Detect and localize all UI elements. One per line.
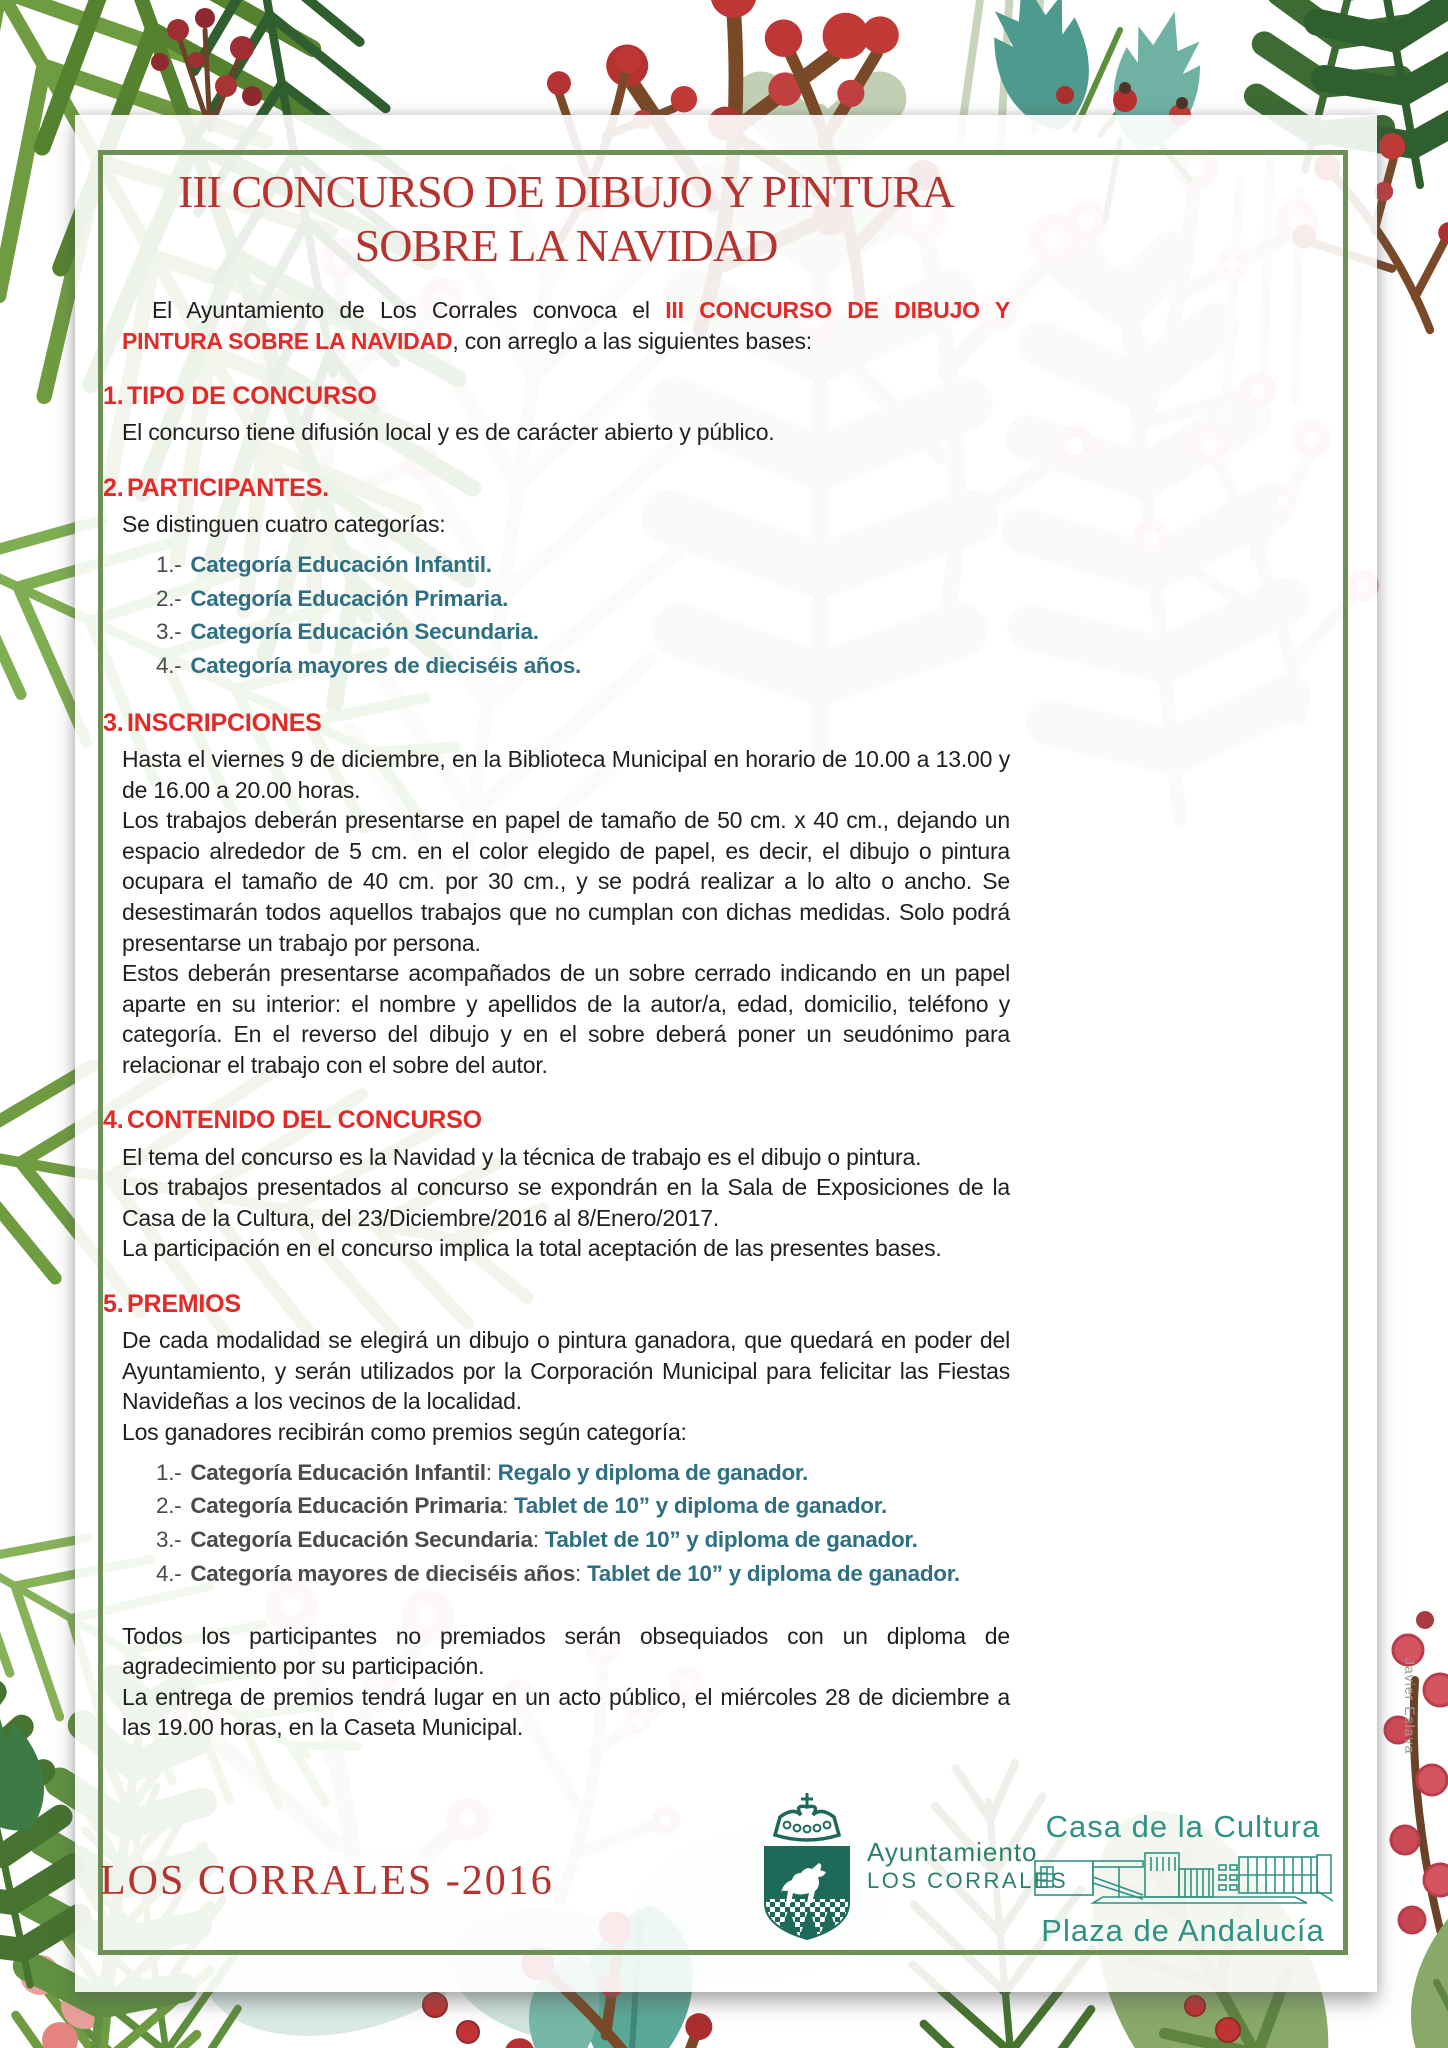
poster-body — [103, 295, 1010, 1743]
venue-name: Casa de la Cultura — [1045, 1809, 1321, 1844]
section-number: 2. — [103, 473, 124, 502]
council-line1: Ayuntamiento — [867, 1837, 1038, 1868]
section-paragraph: Estos deberán presentarse acompañados de un sobre cerrado indicando en un papel aparte en su interior: el nombre y apellidos de la autor/a, edad, domicilio, teléfono y categoría. En el reverso del dibujo y en el sobre deberá poner un seudónimo para relacionar el trabajo con el sobre del autor. — [122, 960, 1010, 1078]
section-title: TIPO DE CONCURSO — [127, 382, 377, 411]
intro-post: , con arreglo a las siguientes bases: — [452, 327, 812, 354]
category-item: 1.- Categoría Educación Infantil. — [156, 551, 492, 577]
section-premios — [103, 1288, 1010, 1591]
prize-list — [156, 1456, 1010, 1591]
venue-block — [1021, 1809, 1345, 1949]
poster-card — [75, 115, 1377, 1992]
section-paragraph: El concurso tiene difusión local y es de carácter abierto y público. — [122, 419, 775, 446]
poster-title — [122, 165, 1010, 274]
section-paragraph: De cada modalidad se elegirá un dibujo o pintura ganadora, que quedará en poder del Ayuntamiento, y serán utilizados por la Corporación Municipal para felicitar las Fiestas Navideñas a los vecinos de la localidad. — [122, 1327, 1010, 1415]
section-number: 5. — [103, 1289, 124, 1318]
section-contenido — [103, 1104, 1010, 1264]
section-heading — [103, 472, 1010, 505]
section-heading — [103, 707, 1010, 740]
section-title: PARTICIPANTES. — [127, 473, 329, 502]
poster-title-line2: SOBRE LA NAVIDAD — [354, 220, 778, 272]
section-paragraph: Los ganadores recibirán como premios según categoría: — [122, 1418, 687, 1445]
section-paragraph: Los trabajos deberán presentarse en papel de tamaño de 50 cm. x 40 cm., dejando un espacio alrededor de 5 cm. en el color elegido de papel, es decir, el dibujo o pintura ocupara el tamaño de 40 cm. por 30 cm., y se podrá realizar a lo alto o ancho. Se desestimarán todos aquellos trabajos que no cumplan con dichas medidas. Solo podrá presentarse un trabajo por persona. — [122, 807, 1010, 956]
category-item: 4.- Categoría mayores de dieciséis años. — [156, 653, 581, 679]
council-line2: LOS CORRALES — [867, 1868, 1069, 1894]
intro-highlight: III CONCURSO DE DIBUJO Y PINTURA SOBRE LA NAVIDAD — [122, 297, 1010, 354]
section-title: PREMIOS — [127, 1289, 241, 1318]
venue-address: Plaza de Andalucía — [1041, 1913, 1325, 1948]
section-title: INSCRIPCIONES — [127, 708, 322, 737]
section-paragraph: El tema del concurso es la Navidad y la técnica de trabajo es el dibujo o pintura. — [122, 1143, 922, 1170]
council-crest-icon — [761, 1791, 853, 1941]
section-heading — [103, 380, 1010, 413]
category-item: 3.- Categoría Educación Secundaria. — [156, 619, 539, 645]
closing-paragraph-2: La entrega de premios tendrá lugar en un acto público, el miércoles 28 de diciembre a las 19.00 horas, en la Caseta Municipal. — [122, 1683, 1010, 1741]
poster-title-line1: III CONCURSO DE DIBUJO Y PINTURA — [178, 166, 954, 217]
section-number: 4. — [103, 1106, 124, 1135]
section-number: 1. — [103, 382, 124, 411]
section-paragraph: Se distinguen cuatro categorías: — [122, 511, 446, 538]
section-paragraph: Hasta el viernes 9 de diciembre, en la Biblioteca Municipal en horario de 10.00 a 13.00 y de 16.00 a 20.00 horas. — [122, 746, 1010, 803]
section-heading — [103, 1104, 1010, 1137]
intro-pre: El Ayuntamiento de Los Corrales convoca el — [152, 297, 666, 323]
city-year-banner: LOS CORRALES -2016 — [100, 1858, 554, 1904]
casa-cultura-building-icon — [1033, 1847, 1333, 1911]
category-item: 2.- Categoría Educación Primaria. — [156, 585, 509, 611]
prize-item: 3.- Categoría Educación Secundaria: Tablet de 10” y diploma de ganador. — [156, 1527, 918, 1553]
prize-item: 2.- Categoría Educación Primaria: Tablet de 10” y diploma de ganador. — [156, 1493, 887, 1519]
category-list — [156, 548, 1010, 683]
section-participantes — [103, 472, 1010, 683]
section-paragraph: Los trabajos presentados al concurso se expondrán en la Sala de Exposiciones de la Casa de la Cultura, del 23/Diciembre/2016 al 8/Enero/2017. — [122, 1174, 1010, 1231]
section-number: 3. — [103, 708, 124, 737]
section-inscripciones — [103, 707, 1010, 1081]
section-title: CONTENIDO DEL CONCURSO — [127, 1106, 482, 1135]
section-heading — [103, 1288, 1010, 1321]
closing-paragraph-1: Todos los participantes no premiados serán obsequiados con un diploma de agradecimiento por su participación. — [122, 1622, 1010, 1680]
artist-credit: Javier Eslava — [1402, 1658, 1418, 1755]
prize-item: 1.- Categoría Educación Infantil: Regalo y diploma de ganador. — [156, 1459, 809, 1485]
section-tipo-de-concurso — [103, 380, 1010, 448]
prize-item: 4.- Categoría mayores de dieciséis años: Tablet de 10” y diploma de ganador. — [156, 1560, 960, 1586]
section-paragraph: La participación en el concurso implica la total aceptación de las presentes bases. — [122, 1235, 942, 1262]
intro-paragraph — [122, 295, 1010, 356]
